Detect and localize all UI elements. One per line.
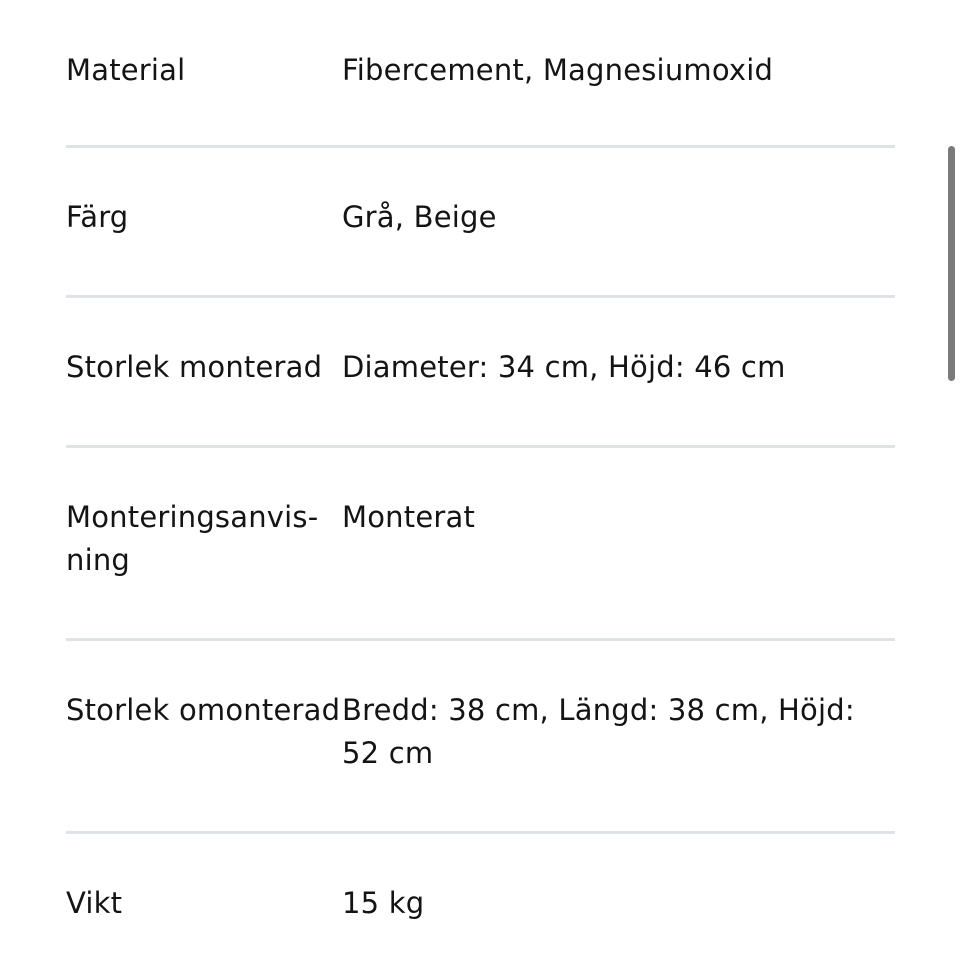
spec-value: Bredd: 38 cm, Längd: 38 cm, Höjd: 52 cm — [342, 693, 855, 770]
spec-value: Fibercement, Magnesiumoxid — [342, 53, 774, 87]
spec-row-weight — [66, 831, 895, 977]
product-specifications-table — [66, 0, 895, 977]
spec-value: Diameter: 34 cm, Höjd: 46 cm — [342, 350, 786, 384]
spec-value: 15 kg — [342, 886, 425, 920]
spec-label: Storlek omonterad — [66, 693, 341, 727]
scrollbar-thumb[interactable] — [948, 146, 955, 381]
spec-row-material — [66, 0, 895, 145]
spec-label: Vikt — [66, 886, 123, 920]
spec-value: Grå, Beige — [342, 200, 497, 234]
spec-row-unassembled-size — [66, 638, 895, 831]
spec-value: Monterat — [342, 500, 476, 534]
spec-label: Färg — [66, 200, 129, 234]
spec-row-color — [66, 145, 895, 295]
spec-row-assembly-instructions — [66, 445, 895, 638]
spec-label: Storlek monterad — [66, 350, 323, 384]
spec-row-assembled-size — [66, 295, 895, 445]
spec-label: Material — [66, 53, 186, 87]
spec-label: Monteringsanvis- ning — [66, 500, 319, 577]
